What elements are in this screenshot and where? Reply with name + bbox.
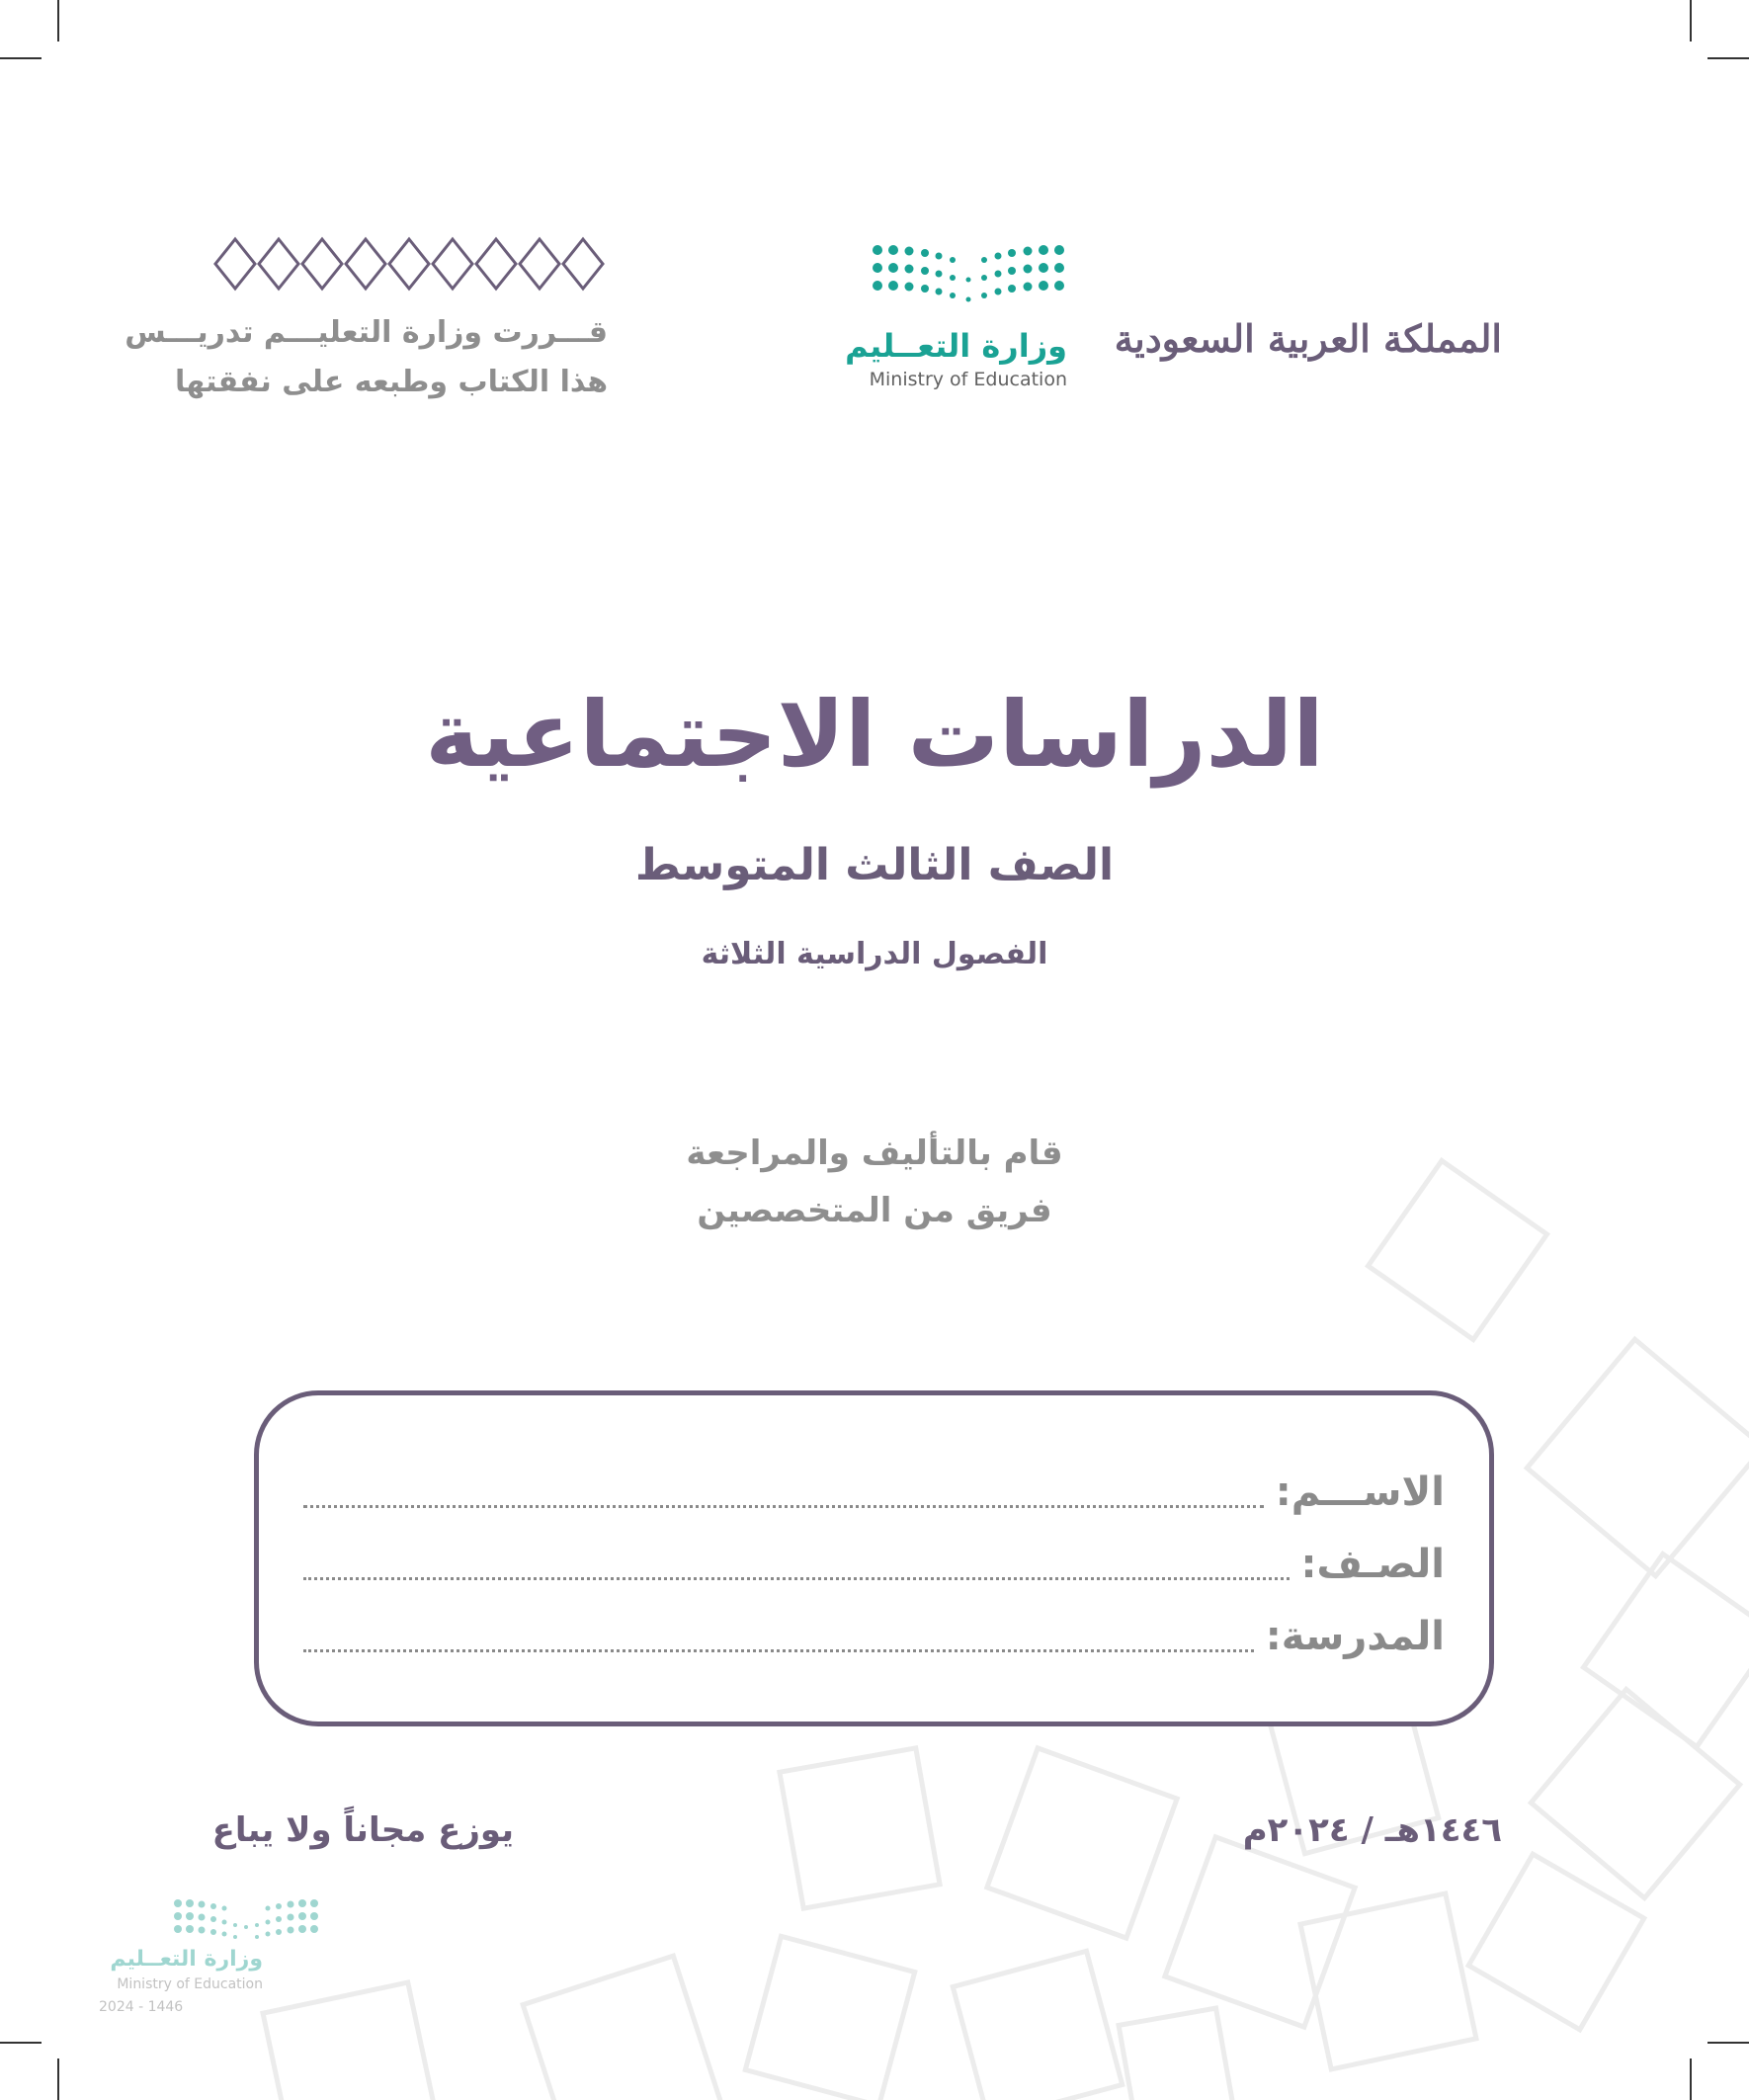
authors-line-1: قام بالتأليف والمراجعة <box>686 1134 1063 1173</box>
ministry-logo-dots-icon <box>172 1897 320 1941</box>
ministry-year: 2024 - 1446 <box>99 1999 184 2015</box>
authors-line-2: فريق من المتخصصين <box>697 1191 1052 1230</box>
authors-credit <box>0 1125 1749 1239</box>
ministry-name-en: Ministry of Education <box>869 369 1067 390</box>
ministry-logo-dots-icon <box>870 242 1067 307</box>
ministry-name-ar-small: وزارة التعــليم <box>110 1947 263 1972</box>
ministry-logo-small <box>95 1897 263 2046</box>
kingdom-calligraphy: المملكة العربية السعودية <box>1114 316 1502 361</box>
name-row <box>303 1465 1445 1520</box>
ministry-logo <box>771 242 1067 400</box>
grade-row <box>303 1537 1445 1592</box>
grade-label: الصـف: <box>1300 1542 1445 1587</box>
school-field[interactable] <box>303 1649 1254 1652</box>
approval-line-2: هذا الكتاب وطبعه على نفقتها <box>175 365 608 399</box>
decorative-diamonds <box>213 235 609 293</box>
ministry-name-en-small: Ministry of Education <box>117 1976 263 1992</box>
school-row <box>303 1609 1445 1664</box>
grade-field[interactable] <box>303 1577 1290 1580</box>
approval-statement <box>125 308 608 407</box>
ministry-name-ar: وزارة التعــليم <box>845 327 1067 365</box>
school-label: المدرسة: <box>1265 1614 1445 1659</box>
edition-date: ١٤٤٦هـ / ٢٠٢٤م <box>1242 1810 1502 1850</box>
name-label: الاســـم: <box>1275 1470 1445 1515</box>
free-distribution-note: يوزع مجاناً ولا يباع <box>211 1810 514 1850</box>
name-field[interactable] <box>303 1505 1264 1508</box>
book-title: الدراسات الاجتماعية <box>425 682 1324 788</box>
semesters: الفصول الدراسية الثلاثة <box>701 937 1048 971</box>
student-info-box <box>254 1390 1494 1726</box>
grade-level: الصف الثالث المتوسط <box>634 840 1115 890</box>
approval-line-1: قـــررت وزارة التعليـــم تدريـــس <box>125 315 608 350</box>
